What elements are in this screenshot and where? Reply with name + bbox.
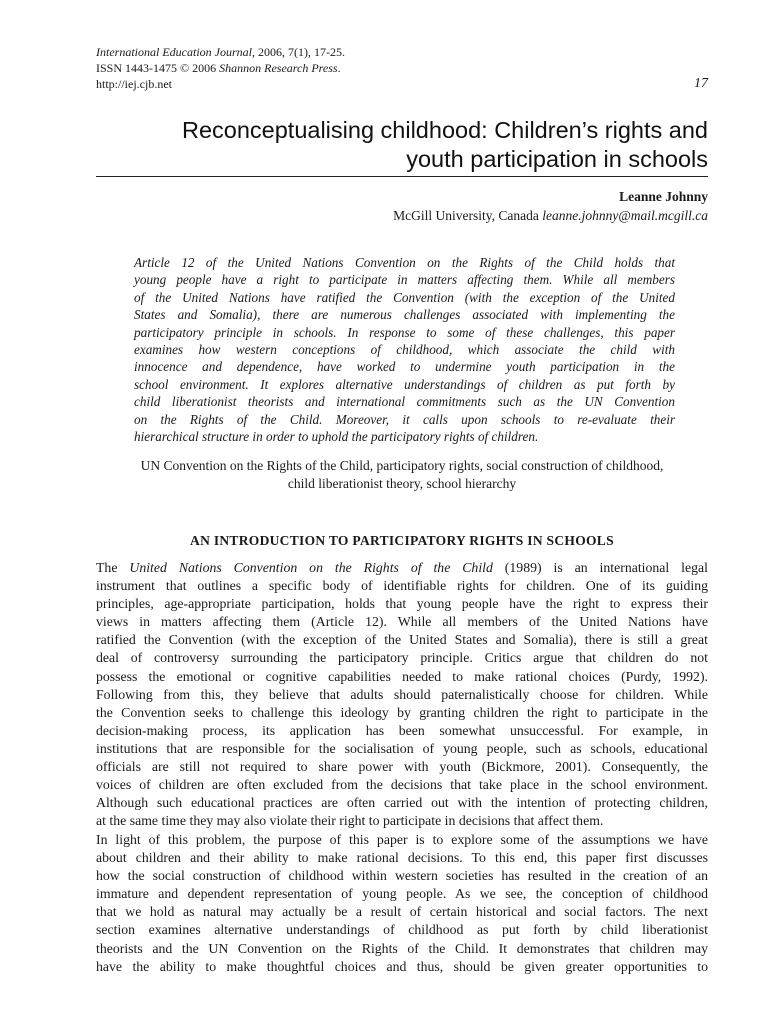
publisher-name: Shannon Research Press [219,61,338,75]
author-affiliation: McGill University, Canada [393,208,543,223]
paper-page [96,0,708,1024]
paragraph-line: that we hold as natural may actually be a result of certain historical and social factors. The next [96,904,708,920]
paragraph-line: possess the emotional or cognitive capabilities needed to make rational choices (Purdy, 1992). [96,668,708,684]
title-line-2: youth participation in schools [406,146,708,172]
journal-citation [96,44,345,60]
author-name: Leanne Johnny [619,189,708,204]
intro-rest: (1989) is an international legal [492,560,708,575]
page-number: 17 [694,76,708,91]
abstract-line: States and Somalia), there are numerous challenges associated with implementing the [134,307,675,323]
paragraph-line: In light of this problem, the purpose of this paper is to explore some of the assumptions we have [96,832,708,847]
paragraph-line: officials are still not required to share power with youth (Bickmore, 2001). Consequently, the [96,759,708,775]
abstract-line: of the United Nations have ratified the Convention (with the exception of the United [134,289,675,305]
paragraph-line: have the ability to make thoughtful choices and thus, should be given greater opportunities to [96,958,708,974]
keywords [96,457,708,493]
abstract-line: innocence and dependence, have worked to undermine youth participation in the [134,359,675,375]
abstract-line: young people have a right to participate in matters affecting them. While all members [134,272,675,288]
convention-title: United Nations Convention on the Rights of the Child [129,560,493,575]
paragraph-line: how the social construction of childhood within western societies has resulted in the creation of an [96,868,708,884]
paragraph-line: voices of children are often excluded from the decisions that take place in the school environment. [96,777,708,793]
paragraph-line: Following from this, they believe that adults should paternalistically choose for children. While [96,686,708,702]
paragraph-line: deal of controversy surrounding the participatory principle. Critics argue that children do not [96,650,708,666]
journal-issn [96,60,345,76]
paragraph-line: Although such educational practices are often carried out with the intention of protecting children, [96,795,708,811]
journal-url[interactable]: http://iej.cjb.net [96,77,172,91]
paragraph-line: at the same time they may also violate their right to participate in decisions that affect them. [96,813,604,829]
journal-volume: , 2006, 7(1), 17-25. [251,45,345,59]
abstract-line: hierarchical structure in order to uphold the participatory rights of children. [134,429,539,445]
paragraph-line: decision-making process, its application has been somewhat unsuccessful. For example, in [96,722,708,738]
intro-the: The [96,560,130,575]
paragraph-line: the Convention seeks to challenge this ideology by granting children the right to participate in the [96,704,708,720]
paragraph-2 [96,831,708,976]
author-block [393,187,708,225]
abstract-line: examines how western conceptions of childhood, which associate the child with [134,342,675,358]
keywords-line: UN Convention on the Rights of the Child, participatory rights, social construction of childhood, [140,458,664,473]
abstract-line: school environment. It explores alternative understandings of children as put forth by [134,376,675,392]
paragraph-line: about children and their ability to make rational decisions. To this end, this paper first discusses [96,850,708,866]
paragraph-line: ratified the Convention (with the exception of the United States and Somalia), there is still a great [96,632,708,648]
paragraph-1 [96,559,708,830]
author-affiliation-line [393,206,708,225]
paragraph-line: section examines alternative understandings of childhood as put forth by child liberationist [96,922,708,938]
paragraph-line: immature and dependent representation of young people. As we see, the conception of childhood [96,886,708,902]
paragraph-line: principles, age-appropriate participation, holds that young people have the right to express their [96,596,708,612]
section-heading: AN INTRODUCTION TO PARTICIPATORY RIGHTS IN SCHOOLS [190,533,614,548]
abstract-line: child liberationist theorists and international commitments such as the UN Convention [134,394,675,410]
paper-title [96,116,708,174]
paragraph-line: views in matters affecting them (Article 12). While all members of the United Nations have [96,614,708,630]
abstract-line: on the Rights of the Child. Moreover, it calls upon schools to re-evaluate their [134,411,675,427]
abstract-line: participatory principle in schools. In response to some of these challenges, this paper [134,324,675,340]
paragraph-line: institutions that are responsible for the socialisation of young people, such as schools, educational [96,740,708,756]
journal-name: International Education Journal [96,45,252,59]
issn-period: . [337,61,341,75]
abstract [134,254,675,445]
paragraph-line: theorists and the UN Convention on the Rights of the Child. It demonstrates that children may [96,940,708,956]
issn-text: ISSN 1443-1475 © 2006 [96,61,220,75]
journal-header [96,44,345,92]
title-line-1: Reconceptualising childhood: Children’s rights and [181,117,708,143]
abstract-line: Article 12 of the United Nations Convention on the Rights of the Child holds that [134,255,675,270]
keywords-line: child liberationist theory, school hierarchy [287,476,517,491]
paragraph-line [96,559,708,577]
title-rule [96,176,708,177]
author-email[interactable]: leanne.johnny@mail.mcgill.ca [542,208,708,223]
paragraph-line: instrument that outlines a specific body of identifiable rights for children. One of its guiding [96,578,708,594]
